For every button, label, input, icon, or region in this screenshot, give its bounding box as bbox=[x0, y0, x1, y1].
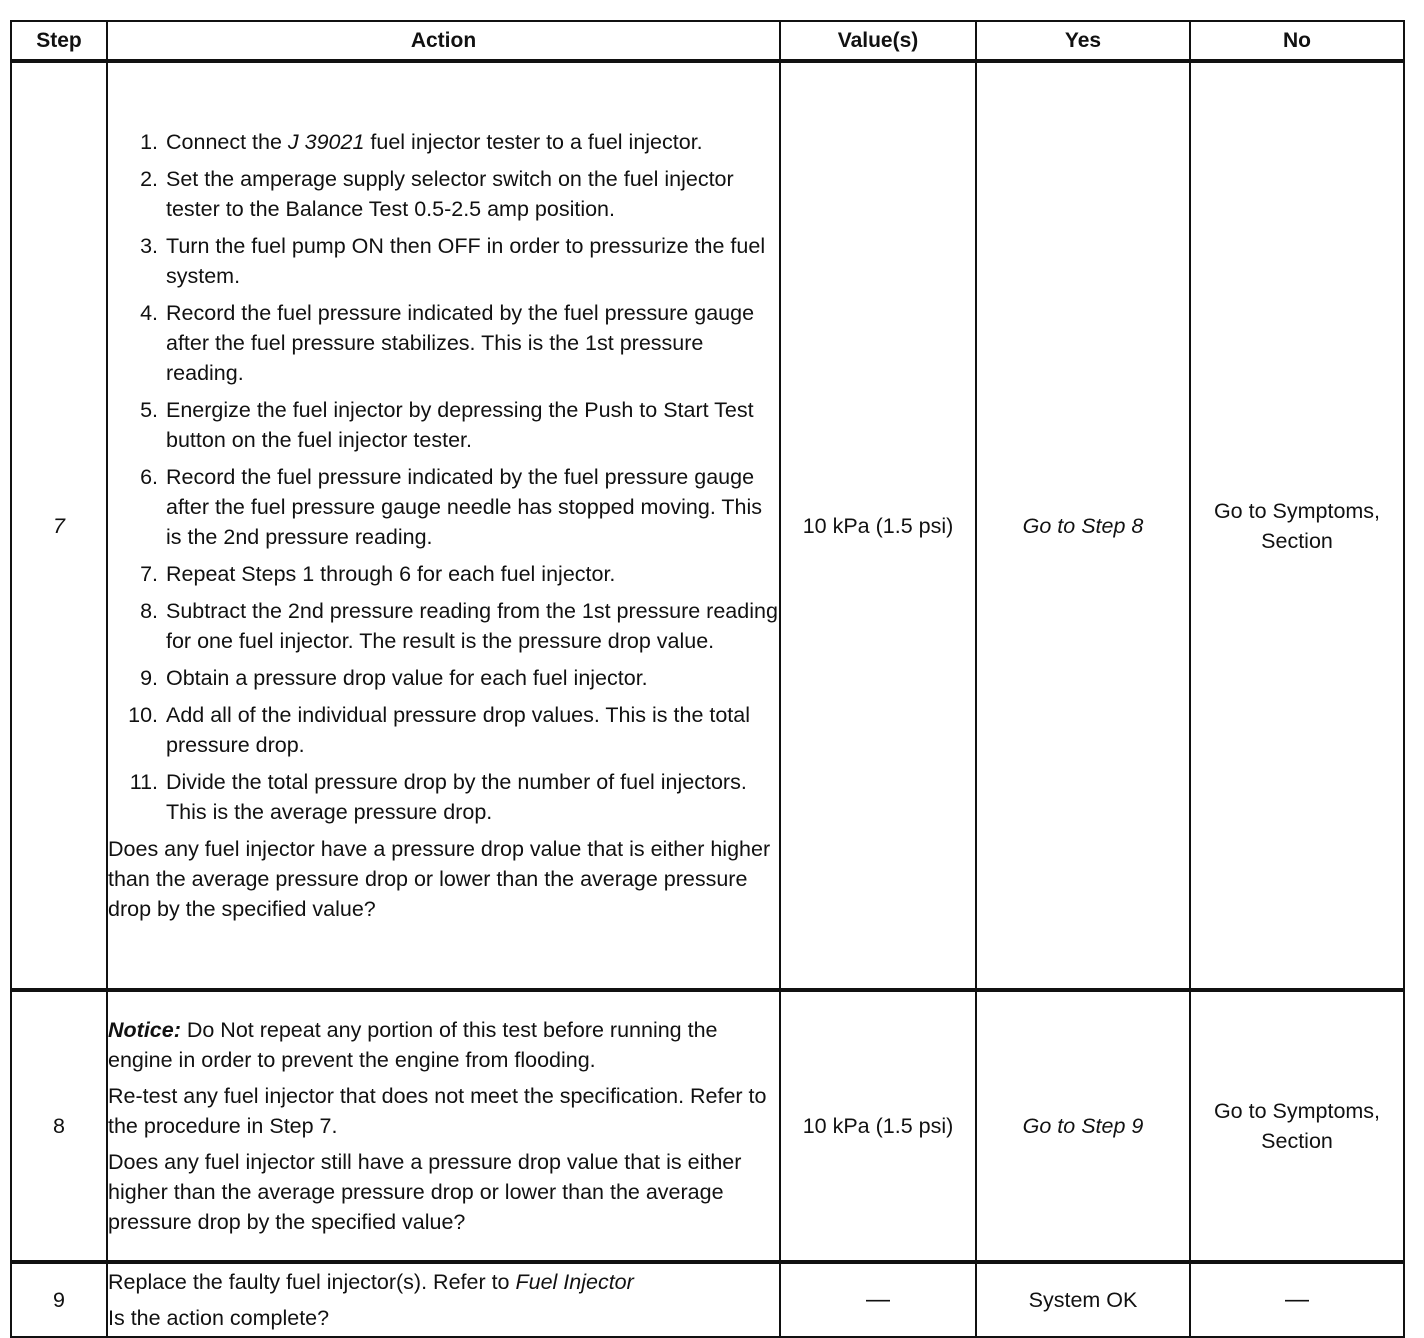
no-result: — bbox=[1190, 1262, 1404, 1337]
item-text: Set the amperage supply selector switch on the fuel injector tester to the Balance Test 0.5-2.5 amp position. bbox=[166, 167, 734, 221]
specified-value: — bbox=[780, 1262, 976, 1337]
list-item bbox=[108, 663, 779, 693]
item-number: 9. bbox=[140, 666, 158, 690]
item-text: Obtain a pressure drop value for each fuel injector. bbox=[166, 666, 648, 690]
list-item bbox=[108, 462, 779, 552]
no-result: Go to Symptoms, Section bbox=[1190, 990, 1404, 1262]
reference-link-text: Fuel Injector bbox=[515, 1270, 634, 1294]
list-item bbox=[108, 231, 779, 291]
retest-instruction: Re-test any fuel injector that does not meet the specification. Refer to the procedure in Step 7. bbox=[108, 1084, 767, 1138]
item-number: 8. bbox=[140, 599, 158, 623]
item-number: 3. bbox=[140, 234, 158, 258]
yes-result: Go to Step 9 bbox=[976, 990, 1190, 1262]
notice bbox=[108, 1015, 779, 1075]
specified-value: 10 kPa (1.5 psi) bbox=[780, 61, 976, 990]
item-number: 6. bbox=[140, 465, 158, 489]
item-number: 5. bbox=[140, 398, 158, 422]
step-number: 7 bbox=[11, 61, 107, 990]
item-number: 2. bbox=[140, 167, 158, 191]
item-text: Energize the fuel injector by depressing the Push to Start Test button on the fuel injector tester. bbox=[166, 398, 754, 452]
table-row-step-8 bbox=[11, 990, 1404, 1262]
tool-reference: J 39021 bbox=[287, 130, 365, 154]
item-text: Divide the total pressure drop by the number of fuel injectors. This is the average pressure drop. bbox=[166, 770, 747, 824]
yes-result: System OK bbox=[976, 1262, 1190, 1337]
item-text: fuel injector tester to a fuel injector. bbox=[364, 130, 703, 154]
header-row bbox=[11, 21, 1404, 61]
action-cell bbox=[107, 1262, 780, 1337]
list-item bbox=[108, 127, 779, 157]
list-item bbox=[108, 298, 779, 388]
item-text: Subtract the 2nd pressure reading from the 1st pressure reading for one fuel injector. The result is the pressure drop value. bbox=[166, 599, 778, 653]
table-row-step-7 bbox=[11, 61, 1404, 990]
header-values: Value(s) bbox=[780, 21, 976, 61]
item-text: Connect the bbox=[166, 130, 288, 154]
yes-result: Go to Step 8 bbox=[976, 61, 1190, 990]
item-number: 4. bbox=[140, 301, 158, 325]
item-text: Record the fuel pressure indicated by the fuel pressure gauge after the fuel pressure stabilizes. This is the 1st pressure reading. bbox=[166, 301, 755, 385]
decision-question: Is the action complete? bbox=[108, 1306, 330, 1330]
diagnostic-table bbox=[10, 20, 1405, 1338]
action-cell bbox=[107, 61, 780, 990]
item-text: Add all of the individual pressure drop values. This is the total pressure drop. bbox=[166, 703, 751, 757]
list-item bbox=[108, 395, 779, 455]
item-number: 7. bbox=[140, 562, 158, 586]
item-number: 11. bbox=[129, 770, 158, 794]
list-item bbox=[108, 164, 779, 224]
list-item bbox=[108, 767, 779, 827]
replace-instruction bbox=[108, 1267, 779, 1297]
item-number: 10. bbox=[128, 703, 158, 727]
notice-text: Do Not repeat any portion of this test before running the engine in order to prevent the engine from flooding. bbox=[108, 1018, 718, 1072]
item-text: Record the fuel pressure indicated by the fuel pressure gauge after the fuel pressure gauge needle has stopped moving. This is the 2nd pressure reading. bbox=[166, 465, 763, 549]
instruction-text: Replace the faulty fuel injector(s). Refer to bbox=[108, 1270, 516, 1294]
notice-label: Notice: bbox=[108, 1018, 181, 1042]
item-text: Turn the fuel pump ON then OFF in order to pressurize the fuel system. bbox=[166, 234, 766, 288]
list-item bbox=[108, 596, 779, 656]
specified-value: 10 kPa (1.5 psi) bbox=[780, 990, 976, 1262]
header-yes: Yes bbox=[976, 21, 1190, 61]
procedure-list bbox=[108, 127, 779, 827]
step-number: 9 bbox=[11, 1262, 107, 1337]
step-number: 8 bbox=[11, 990, 107, 1262]
decision-question: Does any fuel injector have a pressure drop value that is either higher than the average pressure drop or lower than the average pressure drop by the specified value? bbox=[108, 837, 771, 921]
header-no: No bbox=[1190, 21, 1404, 61]
decision-question: Does any fuel injector still have a pressure drop value that is either higher than the average pressure drop or lower than the average pressure drop by the specified value? bbox=[108, 1150, 742, 1234]
item-number: 1. bbox=[140, 130, 158, 154]
table-row-step-9 bbox=[11, 1262, 1404, 1337]
no-result: Go to Symptoms, Section bbox=[1190, 61, 1404, 990]
list-item bbox=[108, 700, 779, 760]
item-text: Repeat Steps 1 through 6 for each fuel injector. bbox=[166, 562, 616, 586]
header-action: Action bbox=[107, 21, 780, 61]
header-step: Step bbox=[11, 21, 107, 61]
action-cell bbox=[107, 990, 780, 1262]
list-item bbox=[108, 559, 779, 589]
